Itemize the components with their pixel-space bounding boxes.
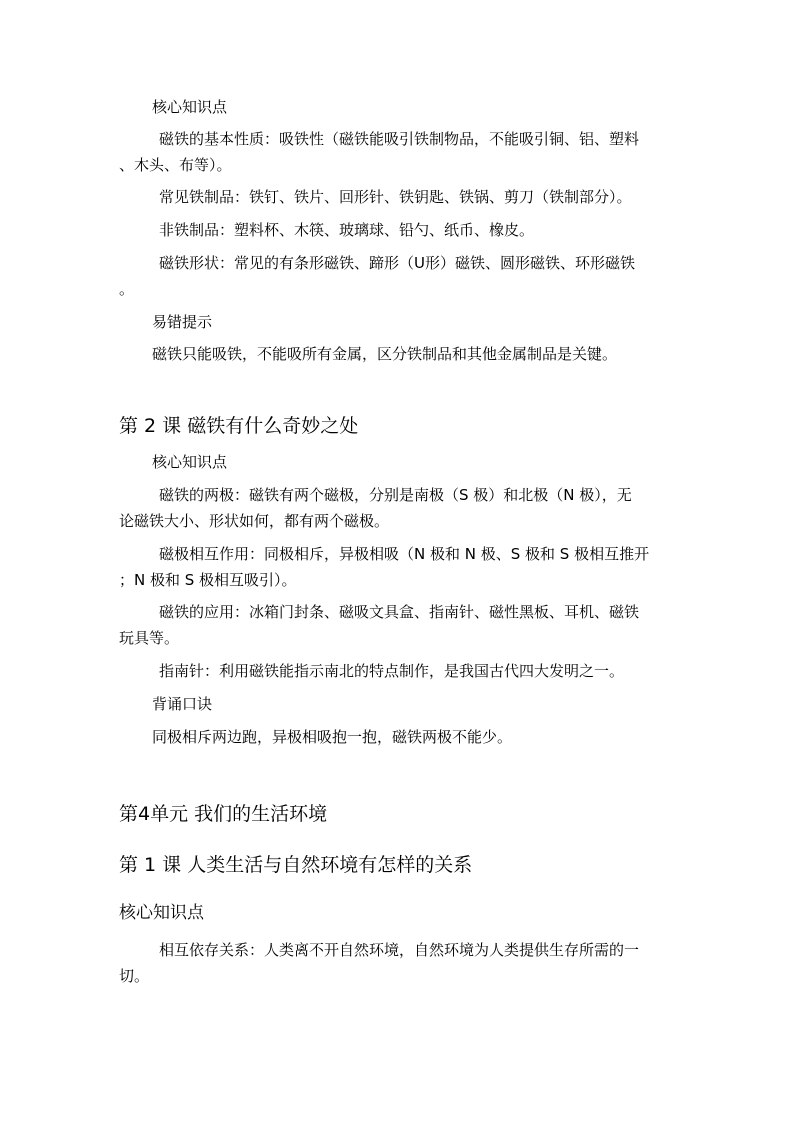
paragraph-non-iron-items: 非铁制品：塑料杯、木筷、玻璃球、铅勺、纸币、橡皮。 xyxy=(159,221,535,239)
section-heading-core-knowledge: 核心知识点 xyxy=(152,98,228,116)
section-heading-core-knowledge: 核心知识点 xyxy=(119,903,204,923)
paragraph-magnet-property-line2: 、木头、布等）。 xyxy=(119,156,232,174)
paragraph-compass: 指南针：利用磁铁能指示南北的特点制作，是我国古代四大发明之一。 xyxy=(159,662,625,680)
paragraph-interdependence-line1: 相互依存关系：人类离不开自然环境，自然环境为人类提供生存所需的一 xyxy=(159,941,640,959)
paragraph-magnet-shapes-line1: 磁铁形状：常见的有条形磁铁、蹄形（U形）磁铁、圆形磁铁、环形磁铁 xyxy=(159,254,635,272)
unit-4-title: 第4单元 我们的生活环境 xyxy=(119,803,328,825)
paragraph-magnet-applications-line1: 磁铁的应用：冰箱门封条、磁吸文具盒、指南针、磁性黑板、耳机、磁铁 xyxy=(159,603,640,621)
paragraph-two-poles-line2: 论磁铁大小、形状如何，都有两个磁极。 xyxy=(119,512,390,530)
paragraph-iron-items: 常见铁制品：铁钉、铁片、回形针、铁钥匙、铁锅、剪刀（铁制部分）。 xyxy=(159,188,632,206)
paragraph-recite-rhyme: 同极相斥两边跑，异极相吸抱一抱，磁铁两极不能少。 xyxy=(152,728,513,746)
paragraph-pole-interaction-line1: 磁极相互作用：同极相斥，异极相吸（N 极和 N 极、S 极和 S 极相互推开 xyxy=(159,545,650,563)
unit-4-lesson-1-title: 第 1 课 人类生活与自然环境有怎样的关系 xyxy=(119,854,473,876)
paragraph-pole-interaction-line2: ；N 极和 S 极相互吸引）。 xyxy=(119,571,297,589)
paragraph-mistake-tip: 磁铁只能吸铁，不能吸所有金属，区分铁制品和其他金属制品是关键。 xyxy=(152,345,618,363)
section-heading-core-knowledge: 核心知识点 xyxy=(152,453,228,471)
paragraph-magnet-property-line1: 磁铁的基本性质：吸铁性（磁铁能吸引铁制物品，不能吸引铜、铝、塑料 xyxy=(159,130,640,148)
paragraph-interdependence-line2: 切。 xyxy=(119,967,150,985)
section-heading-recite-rhyme: 背诵口诀 xyxy=(152,695,213,713)
paragraph-magnet-applications-line2: 玩具等。 xyxy=(119,629,180,647)
paragraph-magnet-shapes-line2: 。 xyxy=(119,280,135,298)
section-heading-common-mistakes: 易错提示 xyxy=(152,313,213,331)
lesson-2-title: 第 2 课 磁铁有什么奇妙之处 xyxy=(119,415,359,437)
paragraph-two-poles-line1: 磁铁的两极：磁铁有两个磁极，分别是南极（S 极）和北极（N 极），无 xyxy=(159,486,632,504)
